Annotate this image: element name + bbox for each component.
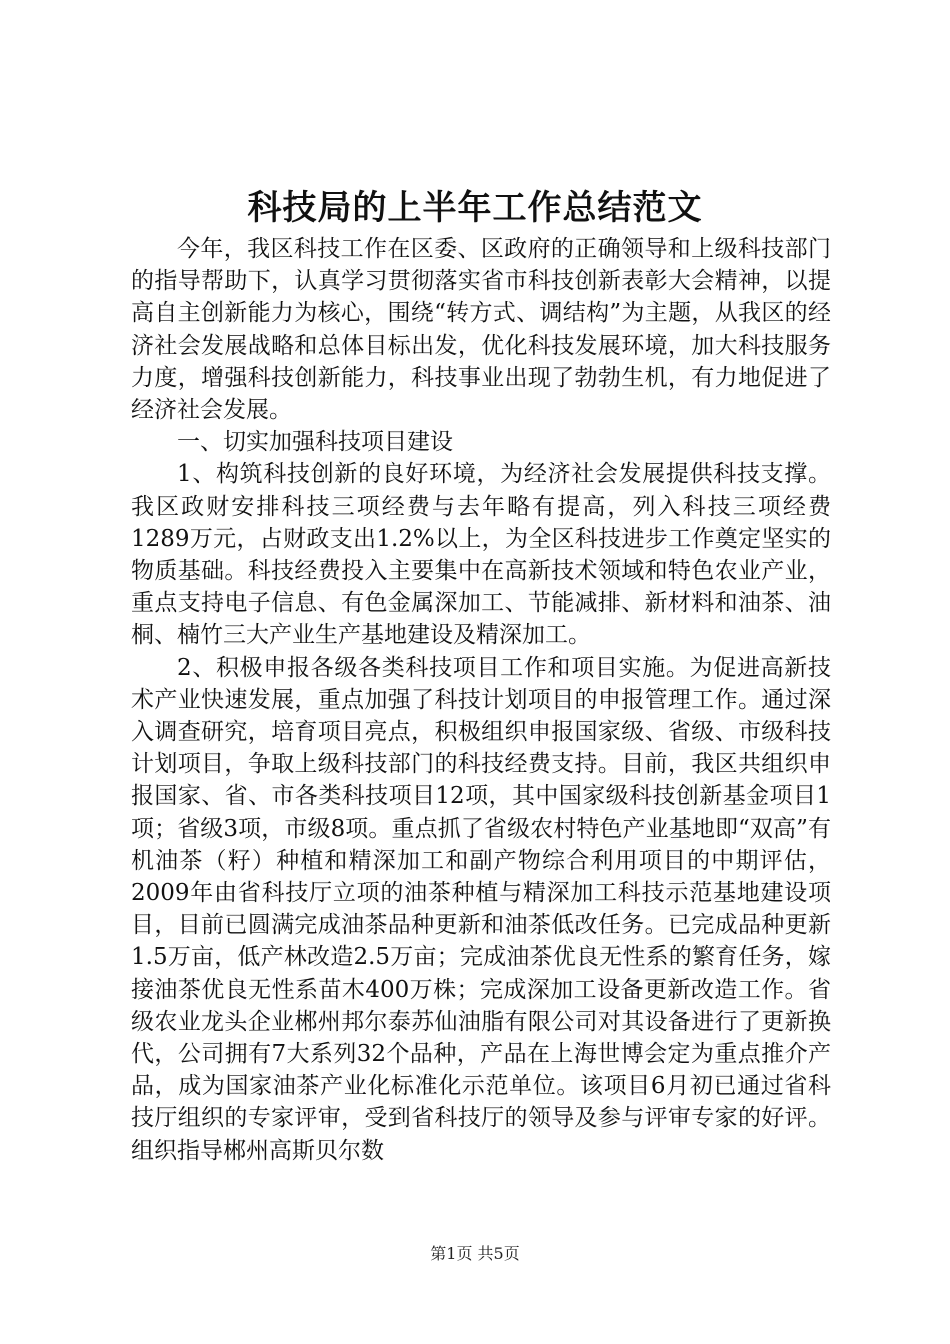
paragraph-item-2: 2、积极申报各级各类科技项目工作和项目实施。为促进高新技术产业快速发展，重点加强了科技计划项目的申报管理工作。通过深入调查研究，培育项目亮点，积极组织申报国家级、省级、市级科技计划项目，争取上级科技部门的科技经费支持。目前，我区共组织申报国家、省、市各类科技项目12项，其中国家级科技创新基金项目1项；省级3项，市级8项。重点抓了省级农村特色产业基地即“双高”有机油茶（籽）种植和精深加工和副产物综合利用项目的中期评估，2009年由省科技厅立项的油茶种植与精深加工科技示范基地建设项目，目前已圆满完成油茶品种更新和油茶低改任务。已完成品种更新1.5万亩，低产林改造2.5万亩；完成油茶优良无性系的繁育任务，嫁接油茶优良无性系苗木400万株；完成深加工设备更新改造工作。省级农业龙头企业郴州邦尔泰苏仙油脂有限公司对其设备进行了更新换代，公司拥有7大系列32个品种，产品在上海世博会定为重点推介产品，成为国家油茶产业化标准化示范单位。该项目6月初已通过省科技厅组织的专家评审，受到省科技厅的领导及参与评审专家的好评。组织指导郴州高斯贝尔数 <box>131 654 831 1164</box>
document-body <box>131 233 831 1167</box>
paragraph-item-1: 1、构筑科技创新的良好环境，为经济社会发展提供科技支撑。我区政财安排科技三项经费与去年略有提高，列入科技三项经费1289万元，占财政支出1.2%以上，为全区科技进步工作奠定坚实的物质基础。科技经费投入主要集中在高新技术领域和特色农业产业，重点支持电子信息、有色金属深加工、节能减排、新材料和油茶、油桐、楠竹三大产业生产基地建设及精深加工。 <box>131 461 831 649</box>
paragraph-intro: 今年，我区科技工作在区委、区政府的正确领导和上级科技部门的指导帮助下，认真学习贯彻落实省市科技创新表彰大会精神，以提高自主创新能力为核心，围绕“转方式、调结构”为主题，从我区的经济社会发展战略和总体目标出发，优化科技发展环境，加大科技服务力度，增强科技创新能力，科技事业出现了勃勃生机，有力地促进了经济社会发展。 <box>131 236 831 424</box>
section-heading-1: 一、切实加强科技项目建设 <box>177 429 453 456</box>
page-number-footer: 第1页 共5页 <box>430 1244 520 1263</box>
document-title: 科技局的上半年工作总结范文 <box>247 188 703 228</box>
